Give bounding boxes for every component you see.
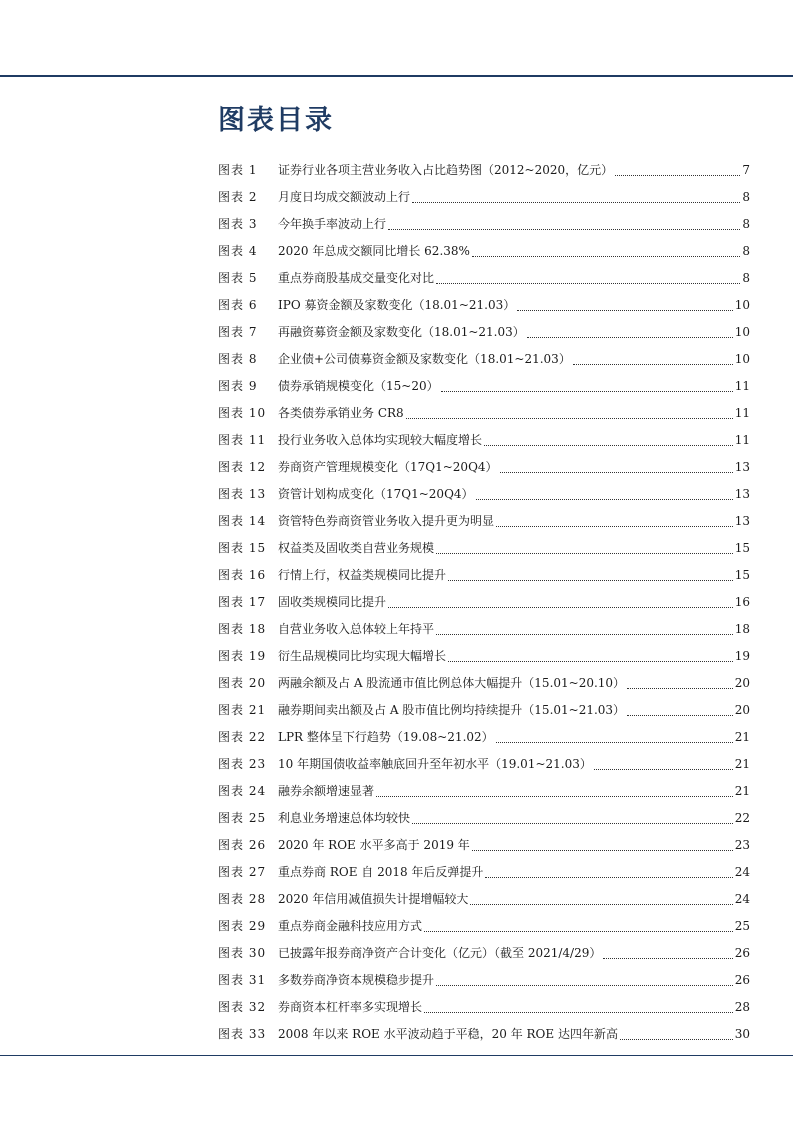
page-number: 11 bbox=[734, 379, 750, 393]
figure-number: 图表 12 bbox=[218, 460, 267, 474]
figure-number: 图表 25 bbox=[218, 811, 267, 825]
page-number: 20 bbox=[734, 676, 750, 690]
page-number: 23 bbox=[734, 838, 750, 852]
figure-caption: 月度日均成交额波动上行 bbox=[278, 190, 411, 204]
dot-leader bbox=[527, 336, 733, 338]
figure-number: 图表 7 bbox=[218, 325, 258, 339]
page-number: 21 bbox=[734, 757, 750, 771]
figure-number: 图表 21 bbox=[218, 703, 267, 717]
figure-caption: 再融资募资金额及家数变化（18.01~21.03） bbox=[278, 325, 525, 339]
page-number: 8 bbox=[742, 244, 750, 258]
figure-caption: 券商资产管理规模变化（17Q1~20Q4） bbox=[278, 460, 498, 474]
dot-leader bbox=[424, 1011, 733, 1013]
page-number: 10 bbox=[734, 298, 750, 312]
figure-caption: 已披露年报券商净资产合计变化（亿元）（截至 2021/4/29） bbox=[278, 946, 602, 960]
toc-entry[interactable] bbox=[218, 238, 750, 265]
figure-number: 图表 3 bbox=[218, 217, 258, 231]
toc-entry[interactable] bbox=[218, 481, 750, 508]
figure-caption: 各类债券承销业务 CR8 bbox=[278, 406, 404, 420]
figure-caption: 债券承销规模变化（15~20） bbox=[278, 379, 439, 393]
dot-leader bbox=[485, 876, 732, 878]
dot-leader bbox=[412, 822, 733, 824]
figure-caption: 自营业务收入总体较上年持平 bbox=[278, 622, 435, 636]
dot-leader bbox=[470, 903, 732, 905]
dot-leader bbox=[484, 444, 733, 446]
toc-entry[interactable] bbox=[218, 616, 750, 643]
figure-caption: 衍生品规模同比均实现大幅增长 bbox=[278, 649, 447, 663]
dot-leader bbox=[573, 363, 733, 365]
toc-entry[interactable] bbox=[218, 319, 750, 346]
dot-leader bbox=[627, 714, 733, 716]
page-number: 11 bbox=[734, 433, 750, 447]
toc-entry[interactable] bbox=[218, 589, 750, 616]
dot-leader bbox=[472, 849, 733, 851]
page-number: 8 bbox=[742, 271, 750, 285]
figure-number: 图表 11 bbox=[218, 433, 267, 447]
figure-number: 图表 23 bbox=[218, 757, 267, 771]
page-title: 图表目录 bbox=[218, 105, 334, 136]
figure-caption: 重点券商股基成交量变化对比 bbox=[278, 271, 435, 285]
dot-leader bbox=[406, 417, 733, 419]
page-number: 28 bbox=[734, 1000, 750, 1014]
toc-entry[interactable] bbox=[218, 346, 750, 373]
page-number: 15 bbox=[734, 568, 750, 582]
figure-caption: 重点券商 ROE 自 2018 年后反弹提升 bbox=[278, 865, 484, 879]
figure-caption: 利息业务增速总体均较快 bbox=[278, 811, 411, 825]
figure-caption: 券商资本杠杆率多实现增长 bbox=[278, 1000, 423, 1014]
figure-caption: 2020 年总成交额同比增长 62.38% bbox=[278, 244, 470, 258]
figure-number: 图表 31 bbox=[218, 973, 267, 987]
dot-leader bbox=[388, 606, 733, 608]
toc-entry[interactable] bbox=[218, 292, 750, 319]
dot-leader bbox=[448, 579, 733, 581]
figure-number: 图表 10 bbox=[218, 406, 267, 420]
toc-entry[interactable] bbox=[218, 778, 750, 805]
figure-list bbox=[218, 157, 750, 1048]
figure-number: 图表 8 bbox=[218, 352, 258, 366]
dot-leader bbox=[615, 174, 740, 176]
page-number: 15 bbox=[734, 541, 750, 555]
page-number: 21 bbox=[734, 730, 750, 744]
dot-leader bbox=[436, 984, 733, 986]
toc-entry[interactable] bbox=[218, 427, 750, 454]
page-number: 18 bbox=[734, 622, 750, 636]
toc-entry[interactable] bbox=[218, 724, 750, 751]
toc-entry[interactable] bbox=[218, 535, 750, 562]
page-number: 30 bbox=[734, 1027, 750, 1041]
dot-leader bbox=[436, 552, 733, 554]
toc-entry[interactable] bbox=[218, 751, 750, 778]
figure-caption: 两融余额及占 A 股流通市值比例总体大幅提升（15.01~20.10） bbox=[278, 676, 626, 690]
dot-leader bbox=[412, 201, 740, 203]
figure-caption: 融券余额增速显著 bbox=[278, 784, 375, 798]
dot-leader bbox=[620, 1038, 733, 1040]
figure-caption: 2008 年以来 ROE 水平波动趋于平稳，20 年 ROE 达四年新高 bbox=[278, 1027, 618, 1041]
figure-number: 图表 24 bbox=[218, 784, 267, 798]
toc-entry[interactable] bbox=[218, 994, 750, 1021]
page-number: 7 bbox=[742, 163, 750, 177]
page-number: 8 bbox=[742, 190, 750, 204]
figure-number: 图表 20 bbox=[218, 676, 267, 690]
figure-number: 图表 15 bbox=[218, 541, 267, 555]
page-number: 16 bbox=[734, 595, 750, 609]
toc-entry[interactable] bbox=[218, 562, 750, 589]
dot-leader bbox=[448, 660, 733, 662]
figure-caption: 行情上行，权益类规模同比提升 bbox=[278, 568, 447, 582]
figure-number: 图表 16 bbox=[218, 568, 267, 582]
dot-leader bbox=[436, 282, 740, 284]
page-number: 11 bbox=[734, 406, 750, 420]
figure-number: 图表 6 bbox=[218, 298, 258, 312]
dot-leader bbox=[476, 498, 733, 500]
dot-leader bbox=[517, 309, 732, 311]
figure-caption: 资管计划构成变化（17Q1~20Q4） bbox=[278, 487, 474, 501]
dot-leader bbox=[376, 795, 733, 797]
page-number: 24 bbox=[734, 865, 750, 879]
figure-number: 图表 17 bbox=[218, 595, 267, 609]
dot-leader bbox=[388, 228, 740, 230]
figure-number: 图表 28 bbox=[218, 892, 267, 906]
page-number: 25 bbox=[734, 919, 750, 933]
footer-rule bbox=[0, 1055, 793, 1056]
figure-caption: 2020 年 ROE 水平多高于 2019 年 bbox=[278, 838, 470, 852]
page-number: 26 bbox=[734, 946, 750, 960]
page-number: 10 bbox=[734, 325, 750, 339]
figure-caption: 投行业务收入总体均实现较大幅度增长 bbox=[278, 433, 483, 447]
figure-caption: 重点券商金融科技应用方式 bbox=[278, 919, 423, 933]
figure-caption: LPR 整体呈下行趋势（19.08~21.02） bbox=[278, 730, 494, 744]
toc-entry[interactable] bbox=[218, 184, 750, 211]
dot-leader bbox=[603, 957, 732, 959]
figure-number: 图表 5 bbox=[218, 271, 258, 285]
figure-caption: 2020 年信用减值损失计提增幅较大 bbox=[278, 892, 469, 906]
figure-number: 图表 9 bbox=[218, 379, 258, 393]
toc-entry[interactable] bbox=[218, 886, 750, 913]
toc-entry[interactable] bbox=[218, 913, 750, 940]
figure-caption: 企业债+公司债募资金额及家数变化（18.01~21.03） bbox=[278, 352, 571, 366]
figure-caption: 融券期间卖出额及占 A 股市值比例均持续提升（15.01~21.03） bbox=[278, 703, 626, 717]
toc-entry[interactable] bbox=[218, 373, 750, 400]
page-number: 21 bbox=[734, 784, 750, 798]
figure-caption: 固收类规模同比提升 bbox=[278, 595, 387, 609]
figure-caption: 多数券商净资本规模稳步提升 bbox=[278, 973, 435, 987]
figure-number: 图表 27 bbox=[218, 865, 267, 879]
figure-number: 图表 26 bbox=[218, 838, 267, 852]
figure-number: 图表 2 bbox=[218, 190, 258, 204]
page-number: 10 bbox=[734, 352, 750, 366]
dot-leader bbox=[500, 471, 733, 473]
figure-number: 图表 18 bbox=[218, 622, 267, 636]
toc-entry[interactable] bbox=[218, 1021, 750, 1048]
figure-caption: IPO 募资金额及家数变化（18.01~21.03） bbox=[278, 298, 516, 312]
toc-entry[interactable] bbox=[218, 157, 750, 184]
page-number: 8 bbox=[742, 217, 750, 231]
dot-leader bbox=[496, 525, 733, 527]
page-number: 20 bbox=[734, 703, 750, 717]
page-number: 22 bbox=[734, 811, 750, 825]
toc-entry[interactable] bbox=[218, 454, 750, 481]
toc-entry[interactable] bbox=[218, 643, 750, 670]
figure-caption: 10 年期国债收益率触底回升至年初水平（19.01~21.03） bbox=[278, 757, 592, 771]
dot-leader bbox=[441, 390, 733, 392]
page-number: 24 bbox=[734, 892, 750, 906]
header-rule bbox=[0, 75, 793, 77]
page-number: 13 bbox=[734, 514, 750, 528]
toc-entry[interactable] bbox=[218, 670, 750, 697]
dot-leader bbox=[424, 930, 733, 932]
dot-leader bbox=[436, 633, 733, 635]
toc-entry[interactable] bbox=[218, 211, 750, 238]
figure-number: 图表 1 bbox=[218, 163, 258, 177]
toc-entry[interactable] bbox=[218, 859, 750, 886]
page-number: 19 bbox=[734, 649, 750, 663]
dot-leader bbox=[472, 255, 740, 257]
figure-number: 图表 22 bbox=[218, 730, 267, 744]
figure-number: 图表 30 bbox=[218, 946, 267, 960]
figure-number: 图表 29 bbox=[218, 919, 267, 933]
toc-entry[interactable] bbox=[218, 940, 750, 967]
figure-number: 图表 33 bbox=[218, 1027, 267, 1041]
figure-number: 图表 13 bbox=[218, 487, 267, 501]
toc-entry[interactable] bbox=[218, 967, 750, 994]
toc-entry[interactable] bbox=[218, 400, 750, 427]
dot-leader bbox=[627, 687, 733, 689]
figure-caption: 今年换手率波动上行 bbox=[278, 217, 387, 231]
page-number: 26 bbox=[734, 973, 750, 987]
figure-caption: 资管特色券商资管业务收入提升更为明显 bbox=[278, 514, 495, 528]
figure-number: 图表 4 bbox=[218, 244, 258, 258]
toc-entry[interactable] bbox=[218, 832, 750, 859]
page-number: 13 bbox=[734, 487, 750, 501]
toc-entry[interactable] bbox=[218, 265, 750, 292]
figure-caption: 证券行业各项主营业务收入占比趋势图（2012~2020，亿元） bbox=[278, 163, 614, 177]
page-number: 13 bbox=[734, 460, 750, 474]
figure-number: 图表 19 bbox=[218, 649, 267, 663]
toc-entry[interactable] bbox=[218, 805, 750, 832]
figure-caption: 权益类及固收类自营业务规模 bbox=[278, 541, 435, 555]
dot-leader bbox=[496, 741, 733, 743]
figure-number: 图表 32 bbox=[218, 1000, 267, 1014]
dot-leader bbox=[594, 768, 733, 770]
figure-number: 图表 14 bbox=[218, 514, 267, 528]
toc-entry[interactable] bbox=[218, 508, 750, 535]
toc-entry[interactable] bbox=[218, 697, 750, 724]
